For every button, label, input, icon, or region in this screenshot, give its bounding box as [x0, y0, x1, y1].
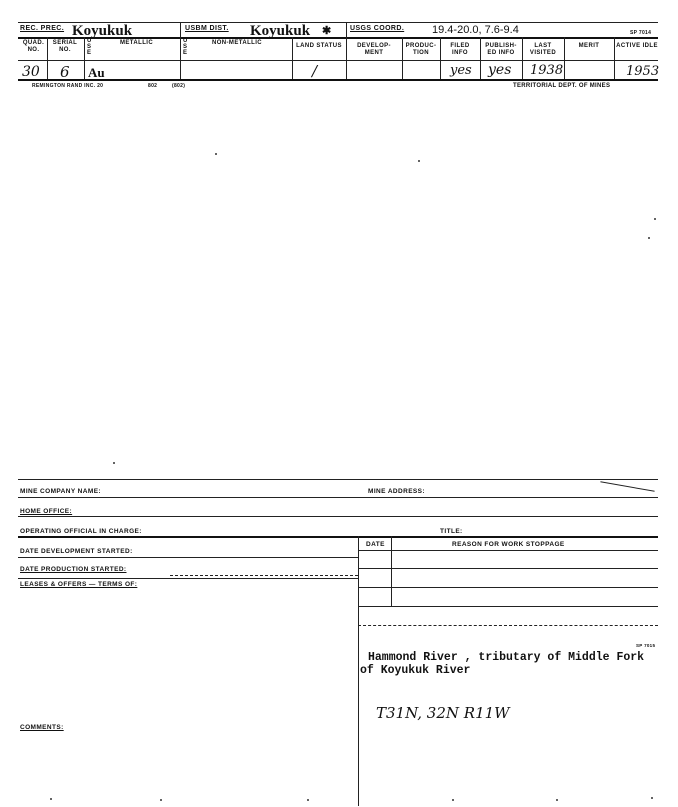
reason-rule	[358, 568, 658, 569]
col-merit: MERIT	[578, 43, 600, 49]
usbm-dist-value: Koyukuk	[250, 23, 311, 39]
home-office-label: HOME OFFICE:	[20, 508, 73, 515]
col-quad-no: QUAD. NO.	[22, 40, 45, 53]
mine-company-name-label: MINE COMPANY NAME:	[20, 488, 101, 495]
scan-speck	[160, 799, 162, 801]
col-divider	[480, 37, 481, 79]
scan-speck	[307, 799, 309, 801]
usgs-coord-label: USGS COORD.	[350, 25, 405, 32]
location-line-1: Hammond River , tributary of Middle Fork	[368, 651, 645, 664]
col-use-nonmetallic: U S E	[183, 38, 188, 56]
row-rule	[18, 497, 658, 498]
usbm-dist-label: USBM DIST.	[185, 25, 229, 32]
col-non-metallic: NON-METALLIC	[212, 40, 263, 46]
form-number-top: SP 7014	[630, 30, 652, 36]
value-published-info: yes	[488, 62, 512, 78]
col-active-idle: ACTIVE IDLE	[616, 43, 658, 49]
form-number-lower: SP 7015	[636, 643, 656, 648]
scan-speck	[648, 237, 650, 239]
col-last-visited: LAST VISITED	[529, 43, 557, 56]
scan-speck	[452, 799, 454, 801]
rec-prec-label: REC. PREC.	[20, 25, 65, 32]
value-filed-info: yes	[450, 63, 472, 78]
col-divider	[440, 37, 441, 79]
col-divider	[346, 22, 347, 79]
col-development: DEVELOP- MENT	[357, 43, 391, 56]
col-published-info: PUBLISH- ED INFO	[485, 43, 517, 56]
top-rule-3	[18, 60, 658, 61]
col-land-status: LAND STATUS	[296, 43, 342, 49]
row-rule	[170, 575, 358, 576]
title-label: TITLE:	[440, 528, 463, 535]
date-production-started-label: DATE PRODUCTION STARTED:	[20, 566, 127, 573]
value-land-status: /	[312, 62, 318, 80]
mine-address-label: MINE ADDRESS:	[368, 488, 425, 495]
date-development-started-label: DATE DEVELOPMENT STARTED:	[20, 548, 133, 555]
col-divider	[84, 37, 85, 79]
date-header: DATE	[366, 541, 385, 548]
col-use-metallic: U S E	[87, 38, 92, 56]
value-active-idle: 1953	[626, 64, 660, 79]
vertical-divider	[358, 536, 359, 806]
row-rule	[18, 557, 358, 558]
value-quad-no: 30	[22, 64, 40, 80]
reason-rule	[358, 625, 658, 626]
col-filed-info: FILED INFO	[450, 43, 470, 56]
col-divider	[564, 37, 565, 79]
reason-rule	[358, 606, 658, 607]
department-label: TERRITORIAL DEPT. OF MINES	[513, 83, 611, 89]
lower-rule-top	[18, 479, 658, 480]
col-divider	[402, 37, 403, 79]
col-divider	[522, 37, 523, 79]
township-range: T31N, 32N R11W	[376, 704, 510, 722]
col-production: PRODUC- TION	[405, 43, 437, 56]
scan-speck	[50, 798, 52, 800]
row-rule	[18, 578, 358, 579]
value-metallic: Au	[88, 65, 105, 80]
scan-speck	[418, 160, 420, 162]
scan-speck	[215, 153, 217, 155]
scan-speck	[113, 462, 115, 464]
col-divider	[292, 37, 293, 79]
scan-speck	[651, 797, 653, 799]
printer-imprint: REMINGTON RAND INC. 20	[32, 83, 104, 89]
operating-official-label: OPERATING OFFICIAL IN CHARGE:	[20, 528, 142, 535]
col-divider	[180, 22, 181, 79]
scan-speck	[556, 799, 558, 801]
printer-code-1: 802	[148, 83, 158, 89]
reason-header: REASON FOR WORK STOPPAGE	[452, 541, 565, 548]
date-col-divider	[391, 536, 392, 606]
top-rule-4	[18, 79, 658, 81]
comments-label: COMMENTS:	[20, 724, 64, 731]
value-serial-no: 6	[60, 63, 70, 81]
scribble-line	[600, 481, 654, 492]
row-rule	[18, 536, 658, 538]
value-last-visited: 1938	[530, 63, 564, 78]
col-divider	[614, 37, 615, 79]
usgs-coord-value: 19.4-20.0, 7.6-9.4	[432, 24, 519, 36]
scan-speck	[654, 218, 656, 220]
reason-rule	[358, 550, 658, 551]
location-line-2: of Koyukuk River	[360, 664, 471, 677]
asterisk-mark-icon: ✱	[322, 25, 332, 37]
rec-prec-value: Koyukuk	[72, 23, 133, 39]
col-serial-no: SERIAL NO.	[52, 40, 78, 53]
printer-code-2: (802)	[172, 83, 186, 89]
col-metallic: METALLIC	[120, 40, 154, 46]
row-rule	[18, 516, 658, 517]
reason-rule	[358, 587, 658, 588]
leases-offers-label: LEASES & OFFERS — TERMS OF:	[20, 581, 138, 588]
